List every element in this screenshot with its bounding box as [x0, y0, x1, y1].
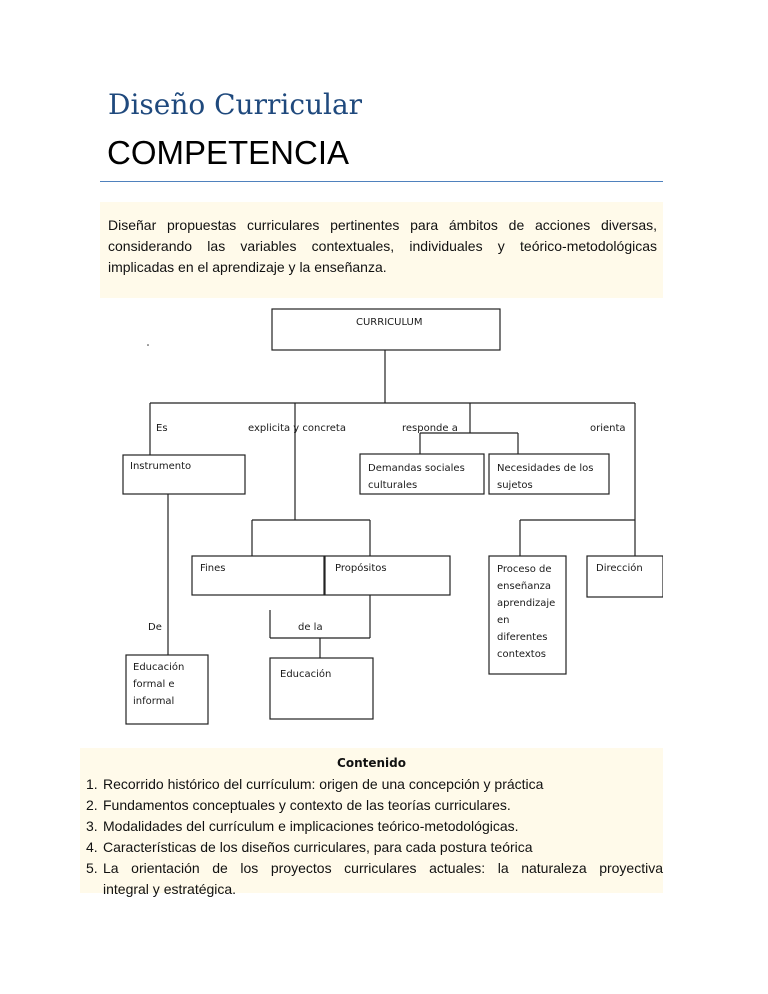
list-item [86, 837, 663, 858]
competence-box [100, 202, 663, 298]
demandas-label-2: culturales [368, 480, 418, 491]
diagram-svg [100, 300, 663, 748]
proceso-label-2: enseñanza [497, 581, 552, 592]
heading-divider [100, 181, 663, 182]
curriculum-label: CURRICULUM [356, 317, 423, 328]
es-label: Es [156, 423, 168, 434]
list-text: Modalidades del currículum e implicaciones teórico-metodológicas. [103, 818, 519, 834]
content-list [86, 774, 663, 900]
necesidades-label-1: Necesidades de los [497, 463, 594, 474]
stray-dot [147, 344, 149, 346]
list-number: 5. [86, 860, 98, 876]
list-item [86, 858, 663, 900]
list-text-line1: La orientación de los proyectos curriculares actuales: la naturaleza proyectiva [103, 860, 663, 876]
curriculum-box [272, 309, 500, 350]
list-number: 3. [86, 818, 98, 834]
page-title: Diseño Curricular [108, 88, 363, 121]
educacion-label: Educación [280, 669, 332, 680]
list-text-wrap [99, 858, 663, 900]
list-item [86, 795, 663, 816]
diagram-boxes [123, 309, 663, 724]
proceso-label-1: Proceso de [497, 564, 552, 575]
competence-text: Diseñar propuestas curriculares pertinentes para ámbitos de acciones diversas, considerando las variables contextuales, individuales y teórico-metodológicas implicadas en el aprendizaje y la enseñanza. [108, 217, 657, 275]
direccion-label: Dirección [596, 563, 643, 574]
fines-label: Fines [200, 563, 226, 574]
educacion-formal-label-2: formal e [133, 679, 175, 690]
curriculum-diagram [100, 300, 663, 748]
section-heading: COMPETENCIA [107, 134, 350, 171]
necesidades-label-2: sujetos [497, 480, 533, 491]
responde-label: responde a [402, 423, 458, 434]
propositos-label: Propósitos [335, 563, 387, 574]
list-number: 4. [86, 839, 98, 855]
list-text: Fundamentos conceptuales y contexto de las teorías curriculares. [103, 797, 511, 813]
content-box [80, 748, 663, 897]
instrumento-label: Instrumento [130, 461, 192, 472]
educacion-box [270, 658, 373, 719]
orienta-label: orienta [590, 423, 626, 434]
propositos-box [325, 556, 450, 595]
proceso-label-6: contextos [497, 649, 547, 660]
content-heading: Contenido [337, 756, 406, 770]
list-text: Características de los diseños curriculares, para cada postura teórica [103, 839, 533, 855]
list-number: 2. [86, 797, 98, 813]
proceso-label-4: en [497, 615, 510, 626]
de-label: De [148, 622, 162, 633]
list-number: 1. [86, 776, 98, 792]
list-item [86, 774, 663, 795]
explicita-label: explicita y concreta [248, 423, 346, 434]
list-text-line2: integral y estratégica. [103, 881, 237, 897]
demandas-label-1: Demandas sociales [368, 463, 465, 474]
proceso-label-5: diferentes [497, 632, 548, 643]
educacion-formal-label-3: informal [133, 696, 175, 707]
fines-box [192, 556, 324, 595]
de-la-label: de la [298, 622, 323, 633]
proceso-label-3: aprendizaje [497, 598, 556, 609]
list-item [86, 816, 663, 837]
educacion-formal-label-1: Educación [133, 662, 185, 673]
list-text: Recorrido histórico del currículum: origen de una concepción y práctica [103, 776, 544, 792]
